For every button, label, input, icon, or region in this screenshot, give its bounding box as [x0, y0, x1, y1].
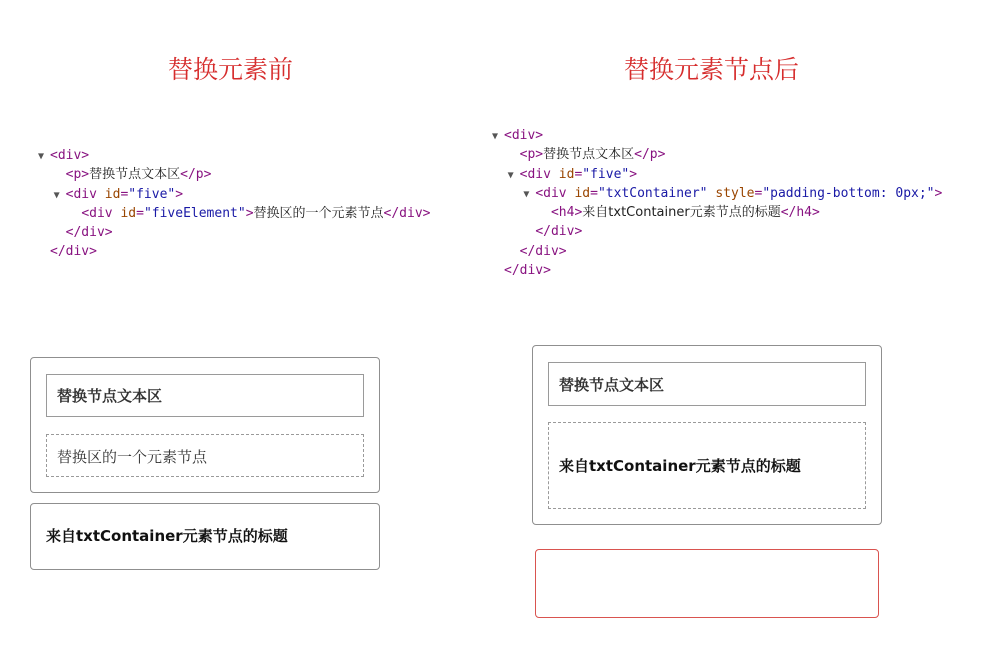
- dom-line[interactable]: <h4>来自txtContainer元素节点的标题</h4>: [550, 205, 820, 221]
- expand-triangle-icon[interactable]: ▼: [507, 169, 514, 181]
- dom-line[interactable]: <p>替换节点文本区</p>: [519, 147, 666, 163]
- expand-triangle-icon[interactable]: ▼: [38, 151, 45, 162]
- dom-line[interactable]: <p>替换节点文本区</p>: [65, 167, 212, 183]
- txt-container-box: 来自txtContainer元素节点的标题: [548, 422, 866, 509]
- empty-container-box: [535, 549, 879, 618]
- dom-line[interactable]: ▼ <div id="five">: [492, 165, 942, 184]
- dom-line[interactable]: </div>: [50, 244, 97, 260]
- left-dom-tree: [38, 146, 431, 262]
- dom-line[interactable]: </div>: [535, 224, 583, 240]
- left-outer-container: [30, 357, 380, 493]
- dom-line[interactable]: </div>: [504, 263, 551, 279]
- expand-triangle-icon[interactable]: ▼: [492, 131, 499, 142]
- left-txt-container: 来自txtContainer元素节点的标题: [30, 503, 380, 570]
- text-area-paragraph: 替换节点文本区: [548, 362, 866, 406]
- expand-triangle-icon[interactable]: ▼: [523, 188, 530, 200]
- dom-line[interactable]: </div>: [519, 243, 567, 259]
- dom-line[interactable]: ▼ <div>: [38, 146, 431, 165]
- dom-line[interactable]: ▼ <div>: [492, 126, 942, 145]
- text-area-paragraph: 替换节点文本区: [46, 374, 364, 417]
- right-heading: 替换元素节点后: [624, 55, 800, 84]
- right-dom-tree: [492, 126, 942, 280]
- five-element-box: 替换区的一个元素节点: [46, 434, 364, 477]
- right-outer-container: [532, 345, 882, 525]
- left-heading: 替换元素前: [168, 55, 294, 84]
- dom-line[interactable]: ▼ <div id="five">: [38, 185, 431, 204]
- dom-line[interactable]: <div id="fiveElement">替换区的一个元素节点</div>: [81, 205, 431, 221]
- dom-line[interactable]: </div>: [65, 225, 113, 241]
- expand-triangle-icon[interactable]: ▼: [53, 189, 60, 201]
- dom-line[interactable]: ▼ <div id="txtContainer" style="padding-bottom: 0px;">: [492, 184, 942, 203]
